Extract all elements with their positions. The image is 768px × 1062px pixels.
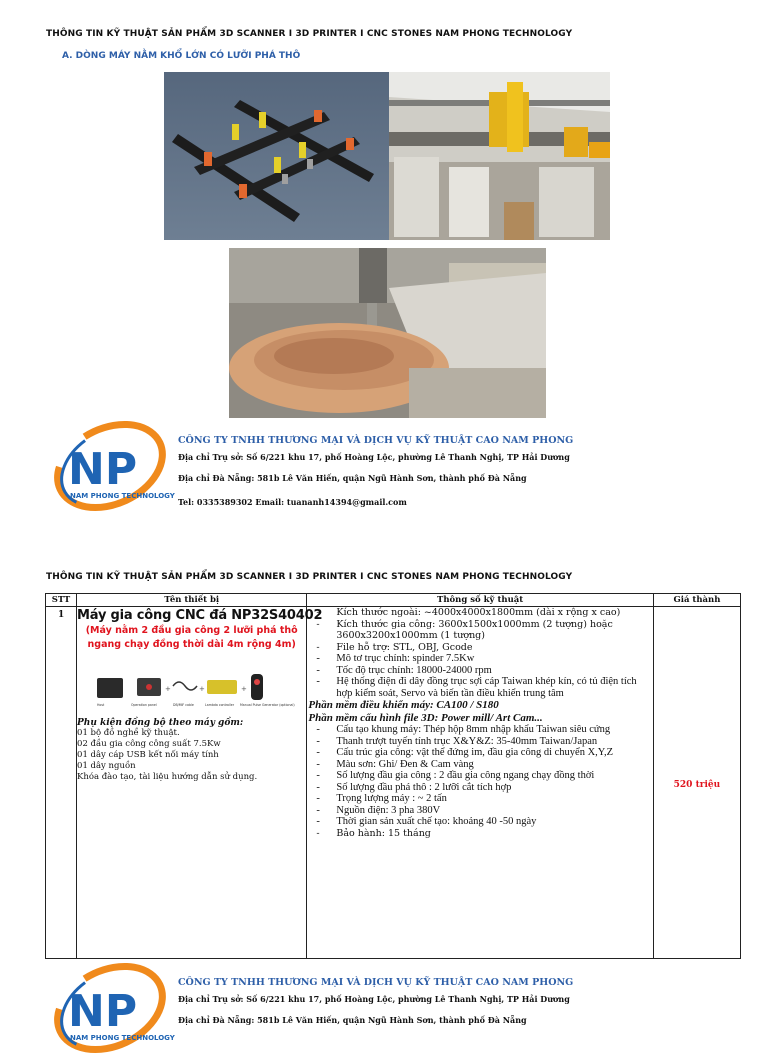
spec-item: - Màu sơn: Ghi/ Đen & Cam vàng [307,759,652,771]
spec-item: - Kích thước gia công: 3600x1500x1000mm (2 tượng) hoặc 3600x3200x1000mm (1 tượng) [307,619,652,642]
spec-item: - Cấu tạo khung máy: Thép hộp 8mm nhập khẩu Taiwan siêu cứng [307,724,652,736]
spec-item: - Số lượng đầu gia công : 2 đầu gia công ngang chạy đồng thời [307,770,652,782]
cell-device [77,607,323,959]
page-title-repeat: THÔNG TIN KỸ THUẬT SẢN PHẨM 3D SCANNER I 3D PRINTER I CNC STONES NAM PHONG TECHNOLOGY [46,572,573,582]
software-control: Phần mềm điều khiển máy: CA100 / S180 [308,699,499,711]
accessory-label: Manual Pulse Generator (optional) [240,703,295,707]
spec-item: - Trọng lượng máy : ~ 2 tấn [307,793,652,805]
header-specs: Thông số kỹ thuật [307,594,653,607]
section-heading: A. DÒNG MÁY NẰM KHỔ LỚN CÓ LƯỠI PHÁ THÔ [62,51,301,61]
header-device-name: Tên thiết bị [77,594,307,607]
header-stt: STT [46,594,77,607]
spec-item: - Thanh trượt tuyến tính trục X&Y&Z: 35-40mm Taiwan/Japan [307,736,652,748]
svg-text:NAM PHONG TECHNOLOGY: NAM PHONG TECHNOLOGY [70,492,175,500]
product-name: Máy gia công CNC đá NP32S40402 [77,608,323,623]
accessory-item: 01 bộ đồ nghề kỹ thuật. [77,728,180,738]
spec-table [45,593,741,959]
spec-item: - Cấu trúc gia công: vật thể đứng im, đầu gia công di chuyển X,Y,Z [307,747,652,759]
company-info-repeat [48,962,748,1062]
accessory-label: Lambda controller [205,703,235,707]
company-logo [48,962,175,1052]
company-address-hq: Địa chỉ Trụ sở: Số 6/221 khu 17, phố Hoàng Lộc, phường Lê Thanh Nghị, TP Hải Dương [178,994,570,1004]
software-3d: Phần mềm cấu hình file 3D: Power mill/ Art Cam... [308,711,543,724]
company-name: CÔNG TY TNHH THƯƠNG MẠI VÀ DỊCH VỤ KỸ THUẬT CAO NAM PHONG [178,435,574,446]
company-name: CÔNG TY TNHH THƯƠNG MẠI VÀ DỊCH VỤ KỸ THUẬT CAO NAM PHONG [178,977,574,988]
accessory-item: Khóa đào tạo, tài liệu hướng dẫn sử dụng. [77,772,258,782]
spec-item: - File hỗ trợ: STL, OBJ, Gcode [307,642,652,654]
row-number: 1 [58,610,65,620]
spec-item: - Thời gian sản xuất chế tạo: khoảng 40 -50 ngày [307,816,652,828]
cell-price [653,607,740,959]
accessory-label: DB/MIF cable [173,703,194,707]
price-value: 520 triệu [673,779,721,790]
company-info [48,420,748,520]
company-address-hq: Địa chỉ Trụ sở: Số 6/221 khu 17, phố Hoàng Lộc, phường Lê Thanh Nghị, TP Hải Dương [178,452,570,462]
spec-item: - Hệ thống điện đi dây đồng trục sợi cáp Taiwan khép kín, có tủ điện tích hợp kiểm soát, Servo và biến tần điều khiển trung tâm [307,676,652,699]
cad-render-image [164,72,389,240]
stone-carving-photo [229,248,546,418]
table-row [46,607,741,959]
spec-item: - Tốc độ trục chính: 18000-24000 rpm [307,665,652,677]
company-contact: Tel: 0335389302 Email: tuananh14394@gmail.com [178,497,407,507]
svg-text:NAM PHONG TECHNOLOGY: NAM PHONG TECHNOLOGY [70,1034,175,1042]
svg-text:NP: NP [68,444,138,495]
svg-text:+: + [241,685,247,693]
product-description: (Máy nằm 2 đầu gia công 2 lưỡi phá thô ngang chạy đồng thời dài 4m rộng 4m) [85,625,298,650]
spec-item: - Bảo hành: 15 tháng [307,828,652,840]
accessory-label: Host [97,703,105,707]
accessory-label: Operation panel [131,703,157,707]
accessory-item: 01 dây nguồn [77,761,136,771]
gantry-machine-photo [389,72,610,240]
svg-text:+: + [165,685,171,693]
accessories-title: Phụ kiện đồng bộ theo máy gồm: [77,718,244,728]
svg-text:NP: NP [68,986,138,1037]
spec-item: - Mô tơ trục chính: spinder 7.5Kw [307,653,652,665]
svg-text:+: + [199,685,205,693]
header-price: Giá thành [653,594,740,607]
cell-specs [307,607,653,959]
company-address-danang: Địa chỉ Đà Nẵng: 581b Lê Văn Hiến, quận Ngũ Hành Sơn, thành phố Đà Nẵng [178,1015,527,1025]
spec-item: - Nguồn điện: 3 pha 380V [307,805,652,817]
accessory-item: 01 dây cáp USB kết nối máy tính [77,750,219,760]
table-header-row [46,594,741,607]
cell-stt [46,607,77,959]
spec-item: - Số lượng đầu phá thô : 2 lưỡi cắt tích hợp [307,782,652,794]
page-title: THÔNG TIN KỸ THUẬT SẢN PHẨM 3D SCANNER I 3D PRINTER I CNC STONES NAM PHONG TECHNOLOGY [46,29,573,39]
accessories-image [95,672,295,710]
accessory-item: 02 đầu gia công công suất 7.5Kw [77,739,221,749]
company-address-danang: Địa chỉ Đà Nẵng: 581b Lê Văn Hiến, quận Ngũ Hành Sơn, thành phố Đà Nẵng [178,473,527,483]
spec-item: - Kích thước ngoài: ~4000x4000x1800mm (dài x rộng x cao) [307,607,652,619]
company-logo [48,420,175,510]
